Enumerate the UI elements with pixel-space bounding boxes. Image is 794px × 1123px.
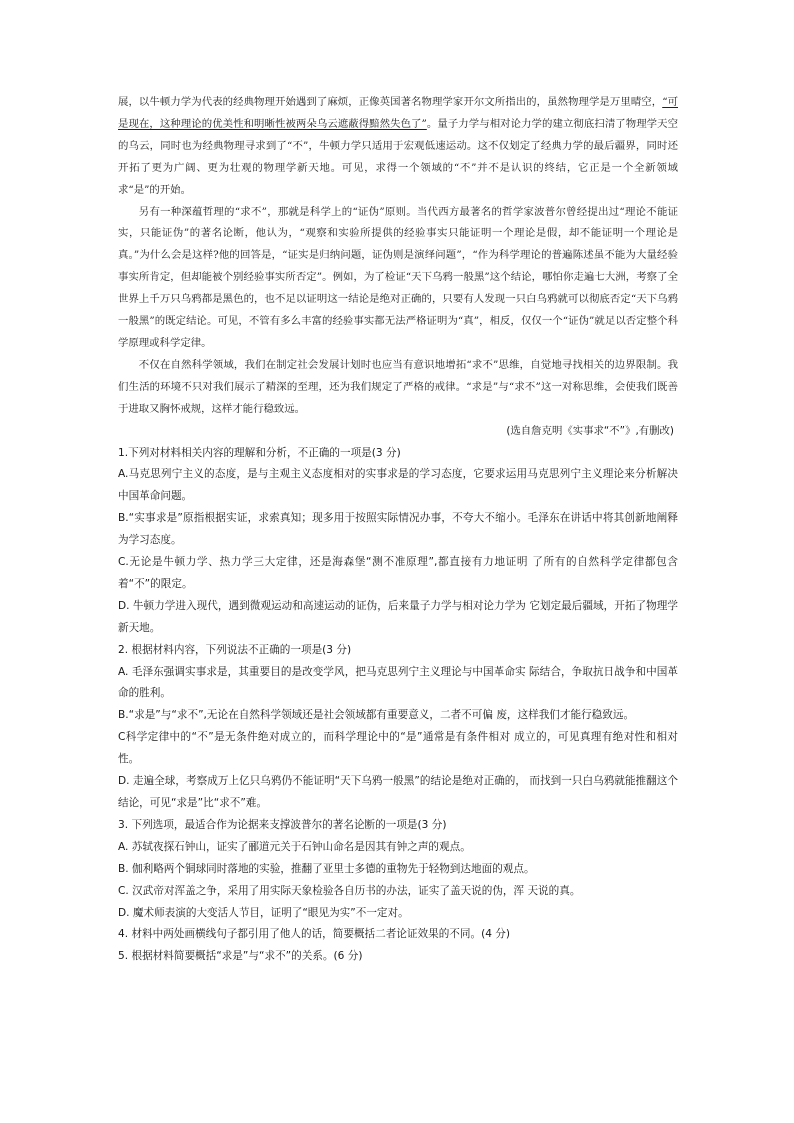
question-stem: 2. 根据材料内容，下列说法不正确的一项是(3 分)	[118, 643, 352, 656]
question-stem: 5. 根据材料简要概括“求是”与“求不”的关系。(6 分)	[118, 950, 363, 963]
source-citation: (选自詹克明《实事求“不”》,有删改)	[506, 424, 674, 437]
option-b: B.“求是”与“求不”,无论在自然科学领域还是社会领域都有重要意义，二者不可偏 废，这样我们才能行稳致远。	[118, 709, 635, 722]
question-list	[118, 443, 678, 969]
exam-page	[118, 92, 678, 968]
question-1	[118, 443, 678, 640]
option-c: C科学定律中的“不”是无条件绝对成立的，而科学理论中的“是”通常是有条件相对 成立的，可见真理有绝对性和相对性。	[118, 731, 678, 766]
underlined-quote: “可是现在，这种理论的优美性和明晰性被两朵乌云遮蔽得黯然失色了”	[118, 96, 678, 130]
question-2	[118, 640, 678, 815]
question-stem: 3. 下列选项，最适合作为论据来支撑波普尔的著名论断的一项是(3 分)	[118, 818, 447, 831]
option-a: A. 苏轼夜探石钟山，证实了郦道元关于石钟山命名是因其有钟之声的观点。	[118, 840, 471, 853]
question-stem: 1.下列对材料相关内容的理解和分析，不正确的一项是(3 分)	[118, 446, 401, 459]
option-c: C. 汉武帝对浑盖之争，采用了用实际天象检验各自历书的办法，证实了盖天说的伪，浑 天说的真。	[118, 884, 581, 897]
question-3	[118, 815, 678, 925]
option-d: D. 走遍全球，考察成万上亿只乌鸦仍不能证明“天下乌鸦一般黑”的结论是绝对正确的， 而找到一只白乌鸦就能推翻这个结论，可见“求是”比“求不”难。	[118, 775, 678, 809]
option-c: C.无论是牛顿力学、热力学三大定律，还是海森堡“测不准原理”,都直接有力地证明 了所有的自然科学定律都包含着“不”的限定。	[118, 556, 678, 590]
option-d: D. 牛顿力学进入现代，遇到微观运动和高速运动的证伪，后来量子力学与相对论力学为 它划定最后疆域，开拓了物理学新天地。	[118, 599, 678, 634]
reading-passage	[118, 92, 678, 421]
passage-paragraph-2: 另有一种深蕴哲理的“求不”，那就是科学上的“证伪”原则。当代西方最著名的哲学家波普尔曾经提出过“理论不能证实，只能证伪”的著名论断，他认为，“观察和实验所提供的经验事实只能证明一个理论是假，却不能证明一个理论是真。”为什么会是这样?他的回答是，“证实是归纳问题，证伪则是演绎问题”，“作为科学理论的普遍陈述虽不能为大量经验事实所肯定，但却能被个别经验事实所否定”。例如，为了检证“天下乌鸦一般黑”这个结论，哪怕你走遍七大洲，考察了全世界上千万只乌鸦都是黑色的，也不足以证明这一结论是绝对正确的，只要有人发现一只白乌鸦就可以彻底否定“天下乌鸦一般黑”的既定结论。可见，不管有多么丰富的经验事实都无法严格证明为“真”，相反，仅仅一个“证伪”就足以否定整个科学原理或科学定律。	[118, 205, 678, 349]
option-d: D. 魔术师表演的大变活人节目，证明了“眼见为实”不一定对。	[118, 906, 409, 919]
passage-paragraph-1	[118, 92, 678, 202]
question-5	[118, 946, 678, 968]
option-a: A.马克思列宁主义的态度，是与主观主义态度相对的实事求是的学习态度，它要求运用马克思列宁主义理论来分析解决中国革命问题。	[118, 468, 678, 503]
option-a: A. 毛泽东强调实事求是，其重要目的是改变学风，把马克思列宁主义理论与中国革命实 际结合，争取抗日战争和中国革命的胜利。	[118, 665, 678, 700]
paragraph-1-rest: 。量子力学与相对论力学的建立彻底扫清了物理学天空的乌云，同时也为经典物理寻求到了“不”，牛顿力学只适用于宏观低速运动。这不仅划定了经典力学的最后疆界，同时还开拓了更为广阔、更为壮观的物理学新天地。可见，求得一个领域的“不”并不是认识的终结，它正是一个全新领域求“是”的开始。	[118, 117, 679, 196]
question-4	[118, 924, 678, 946]
option-b: B. 伽利略两个铜球同时落地的实验，推翻了亚里士多德的重物先于轻物到达地面的观点。	[118, 862, 535, 875]
option-b: B.“实事求是”原指根据实证，求索真知；现多用于按照实际情况办事，不夸大不缩小。毛泽东在讲话中将其创新地阐释为学习态度。	[118, 512, 678, 547]
paragraph-1-lead: 展，以牛顿力学为代表的经典物理开始遇到了麻烦，正像英国著名物理学家开尔文所指出的，虽然物理学是万里晴空，	[118, 96, 663, 108]
passage-paragraph-3: 不仅在自然科学领域，我们在制定社会发展计划时也应当有意识地增拓“求不”思维，自觉地寻找相关的边界限制。我们生活的环境不只对我们展示了精深的至理，还为我们规定了严格的戒律。“求是”与“求不”这一对称思维，会使我们既善于进取又胸怀戒规，这样才能行稳致远。	[118, 358, 678, 415]
question-stem: 4. 材料中两处画横线句子都引用了他人的话，简要概括二者论证效果的不同。(4 分)	[118, 928, 511, 941]
